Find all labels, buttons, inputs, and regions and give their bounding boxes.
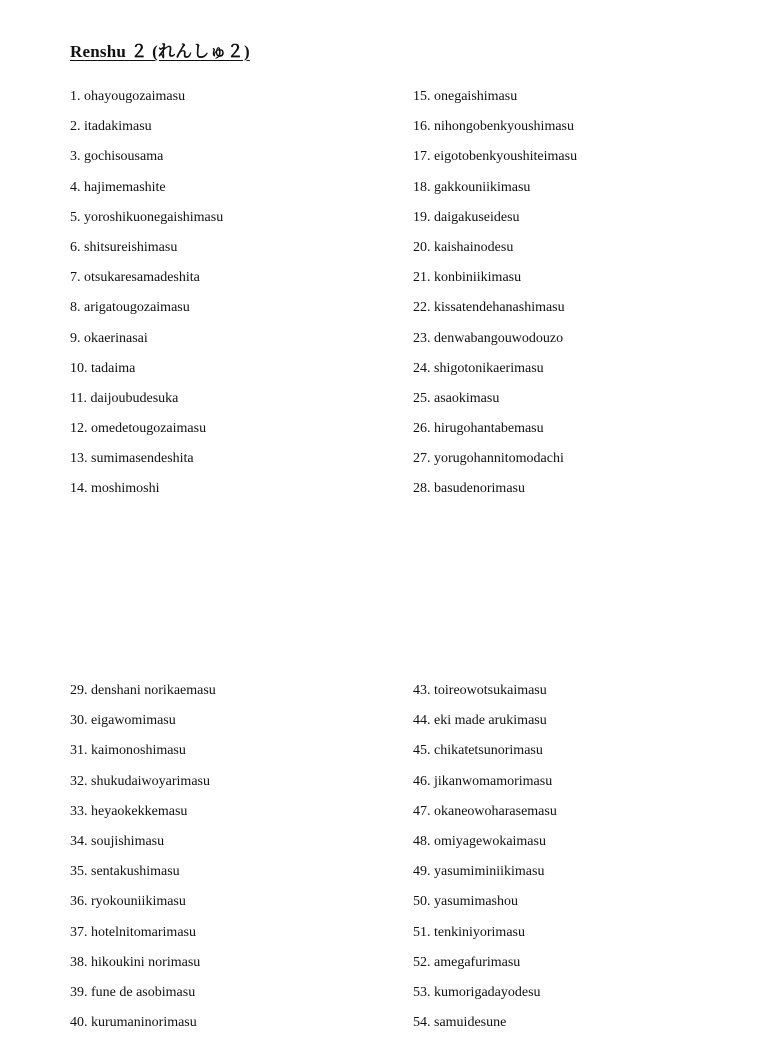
list-item: 1. ohayougozaimasu (70, 89, 186, 104)
word-list-column-2 (413, 87, 577, 510)
list-item: 21. konbiniikimasu (413, 270, 522, 286)
list-item: 33. heyaokekkemasu (70, 803, 188, 819)
list-item: 36. ryokouniikimasu (70, 894, 186, 910)
list-item: 28. basudenorimasu (413, 481, 525, 497)
list-item: 3. gochisousama (70, 149, 164, 165)
list-item: 19. daigakuseidesu (413, 209, 520, 225)
word-list-column-1 (70, 87, 223, 510)
list-item: 50. yasumimashou (413, 894, 518, 910)
list-item: 4. hajimemashite (70, 179, 166, 195)
list-item: 17. eigotobenkyoushiteimasu (413, 149, 578, 165)
list-item: 26. hirugohantabemasu (413, 421, 544, 437)
page-title: Renshu ２ (れんしゅ２) (70, 42, 250, 61)
list-item: 23. denwabangouwodouzo (413, 330, 564, 346)
list-item: 25. asaokimasu (413, 390, 500, 406)
list-item: 29. denshani norikaemasu (70, 683, 216, 698)
word-list-column-3 (70, 681, 216, 1043)
list-item: 47. okaneowoharasemasu (413, 803, 557, 819)
list-item: 48. omiyagewokaimasu (413, 833, 546, 849)
list-item: 13. sumimasendeshita (70, 451, 194, 467)
list-item: 31. kaimonoshimasu (70, 743, 186, 759)
list-item: 15. onegaishimasu (413, 89, 518, 104)
list-item: 30. eigawomimasu (70, 713, 176, 729)
list-item: 2. itadakimasu (70, 119, 152, 135)
list-item: 9. okaerinasai (70, 330, 148, 346)
list-item: 54. samuidesune (413, 1015, 507, 1031)
list-item: 27. yorugohannitomodachi (413, 451, 564, 467)
list-item: 22. kissatendehanashimasu (413, 300, 565, 316)
list-item: 52. amegafurimasu (413, 954, 521, 970)
list-item: 24. shigotonikaerimasu (413, 360, 544, 376)
list-item: 51. tenkiniyorimasu (413, 924, 525, 940)
list-item: 38. hikoukini norimasu (70, 954, 201, 970)
word-list-column-4 (413, 681, 557, 1043)
list-item: 18. gakkouniikimasu (413, 179, 531, 195)
list-item: 46. jikanwomamorimasu (413, 773, 553, 789)
list-item: 10. tadaima (70, 360, 136, 376)
list-item: 6. shitsureishimasu (70, 239, 178, 255)
list-item: 35. sentakushimasu (70, 864, 180, 880)
list-item: 12. omedetougozaimasu (70, 421, 207, 437)
list-item: 43. toireowotsukaimasu (413, 683, 547, 698)
list-item: 20. kaishainodesu (413, 239, 514, 255)
list-item: 8. arigatougozaimasu (70, 300, 190, 316)
list-item: 39. fune de asobimasu (70, 984, 196, 1000)
list-item: 49. yasumiminiikimasu (413, 864, 545, 880)
list-item: 45. chikatetsunorimasu (413, 743, 543, 759)
list-item: 7. otsukaresamadeshita (70, 270, 200, 286)
list-item: 53. kumorigadayodesu (413, 984, 541, 1000)
list-item: 16. nihongobenkyoushimasu (413, 119, 574, 135)
list-item: 11. daijoubudesuka (70, 390, 179, 406)
list-item: 37. hotelnitomarimasu (70, 924, 196, 940)
list-item: 5. yoroshikuonegaishimasu (70, 209, 224, 225)
list-item: 14. moshimoshi (70, 481, 160, 497)
list-item: 40. kurumaninorimasu (70, 1015, 197, 1031)
list-item: 32. shukudaiwoyarimasu (70, 773, 210, 789)
list-item: 34. soujishimasu (70, 833, 165, 849)
list-item: 44. eki made arukimasu (413, 713, 547, 729)
